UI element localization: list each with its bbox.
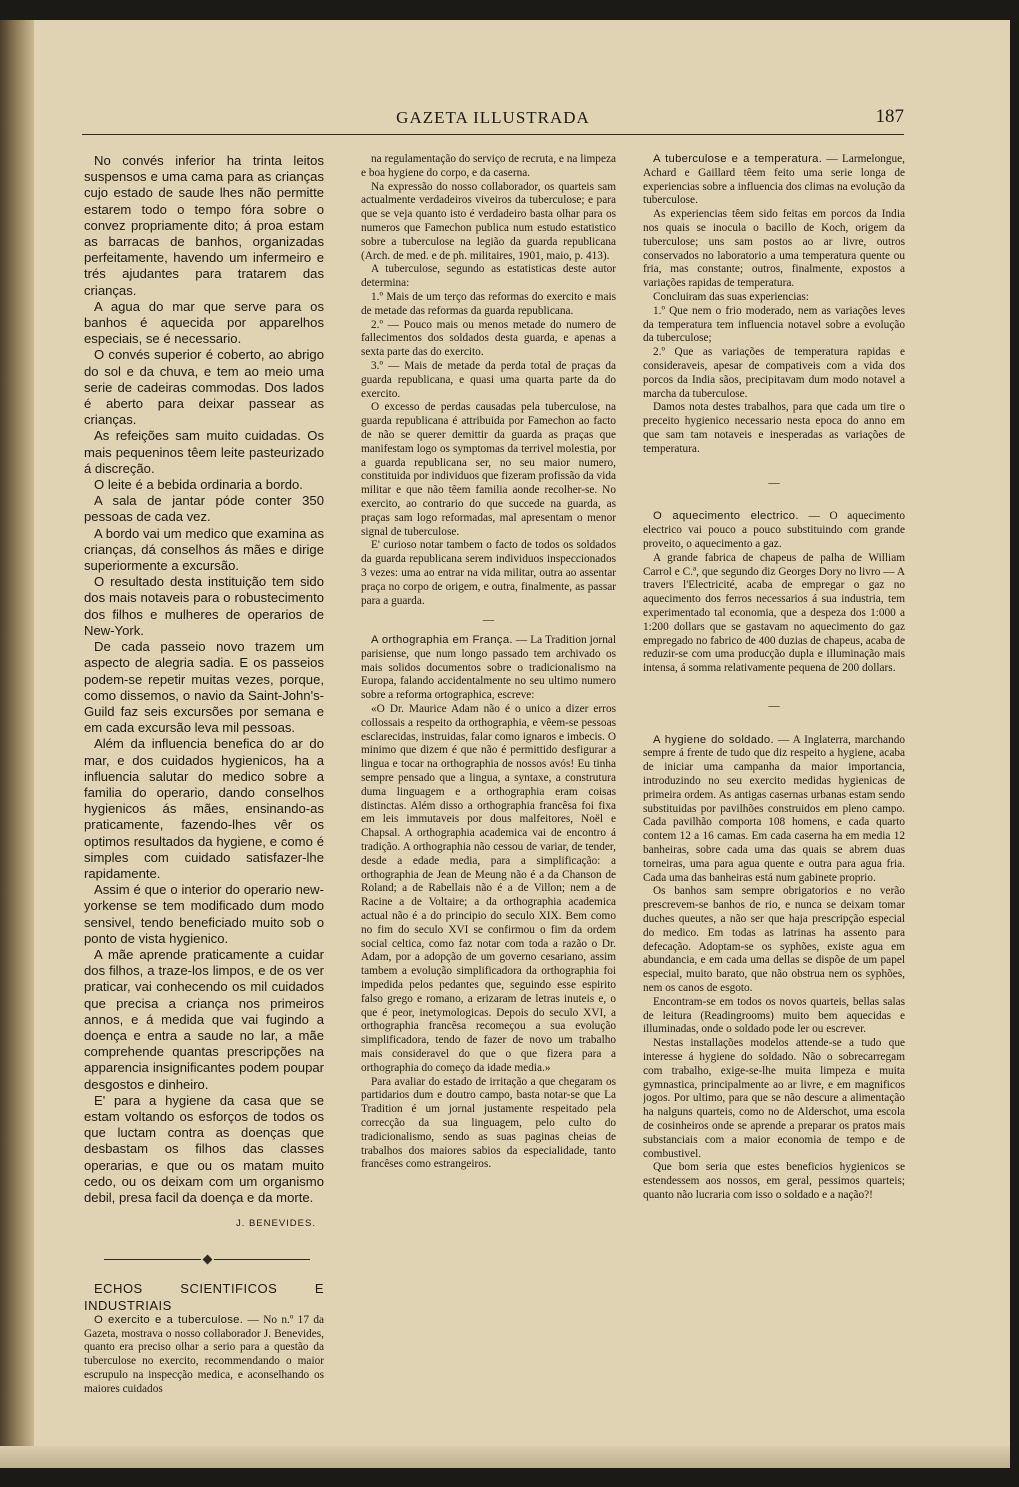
column-middle — [361, 153, 616, 1378]
article-paragraph: «O Dr. Maurice Adam não é o unico a dizer erros collossais a respeito da orthographia, e vêem-se pessoas esclarecidas, instruidas, falar como ignaros e imbecis. O minimo que dizem é que não é permittido desfigurar a lingua e tocar na orthographia de nossos avós! Eu tinha sempre pensado que a lingua, a syntaxe, a construtura duma linguagem e a orthographia eram coisas distinctas. Além disso a orthographia francêsa foi fixa em leis immutaveis por dous malfeitores, Noël e Chapsal. A orthographia academica vai de encontro á tradição. A orthographia não cessou de variar, de tender, desde a edade media, para a simplificação: a orthographia de Jean de Meung não é a da Chanson de Roland; a de Rabellais não é a de Villon; nem a de Racine a de Voltaire; a da orthographia academica actual não é a do principio do seculo XIX. Bem como no fim do seculo XVI se confirmou o fim da ordem social celtica, como faz notar com toda a razão o Dr. Adam, por a adopção de um governo cesariano, assim tambem a evolução simplificadora da orthographia foi impedida pelos pedantes que, seguindo esse espirito falso grego e romano, a erizaram de letras inuteis e, o que é peor, inetymologicas. Depois do seculo XVI, a orthographia francêsa recomeçou a sua evolução simplificadora, tendo de fazer de novo um trabalho mais consideravel do que o que fizera para a orthographia do começo da idade media.» — [361, 703, 616, 1074]
article-paragraph: Para avaliar do estado de irritação a que chegaram os partidarios dum e doutro campo, basta notar-se que La Tradition é um jornal justamente respeitado pela correcção da sua linguagem, pelo culto do tradicionalismo, sendo as suas paginas cheias de trabalhos dos maiores sabios da especialidade, tanto francêses como estrangeiros. — [361, 1075, 616, 1171]
book-spine-shadow — [0, 20, 34, 1468]
article-paragraph: As refeições sam muito cuidadas. Os mais pequeninos têem leite pasteurizado á discreção. — [84, 428, 324, 476]
article-paragraph: 2.º — Pouco mais ou menos metade do numero de fallecimentos dos soldados desta guarda, e apenas a sexta parte das do exercito. — [361, 318, 616, 359]
article-paragraph: Os banhos sam sempre obrigatorios e no verão prescrevem-se banhos de rio, e nunca se deixam tomar duches queutes, a não ser que haja prescripção especial do medico. Em todas as latrinas ha assento para defecação. Adoptam-se os syphões, existe agua em abundancia, e em cada uma dellas se dispõe de um papel especial, muito barato, que não obstrua nem os syphões, nem os canos de esgoto. — [643, 885, 905, 995]
article-paragraph: Encontram-se em todos os novos quarteis, bellas salas de leitura (Readingrooms) muito bem aquecidas e illuminadas, onde o soldado pode ler ou escrever. — [643, 995, 905, 1036]
article-text: — A Inglaterra, marchando sempre á frente de tudo que diz respeito a hygiene, acaba de iniciar uma campanha da maior importancia, introduzindo no seu exercito medidas hygienicas de primeira ordem. As antigas casernas urbanas estam sendo substituidas por pavilhões construidos em pleno campo. Cada pavilhão comporta 108 homens, e cada quarto contem 12 a 16 camas. Em cada caserna ha em media 12 banheiras, sobre cada uma das quais se abrem duas torneiras, uma para agua quente e outra para agua fria. Cada uma das banheiras está num gabinete proprio. — [643, 733, 905, 884]
article-heading: O aquecimento electrico. — [653, 510, 799, 523]
section-title: ECHOS SCIENTIFICOS E INDUSTRIAIS — [84, 1281, 324, 1313]
article-paragraph: O convés superior é coberto, ao abrigo do sol e da chuva, e tem ao meio uma serie de cadeiras commodas. Dos lados é aberto para deixar passear as crianças. — [84, 347, 324, 428]
page-header — [82, 106, 904, 135]
article-text: — Larmelongue, Achard e Gaillard têem feito uma serie longa de experiencias sobre a influencia dos climas na evolução da tuberculose. — [643, 153, 905, 207]
article-paragraph: na regulamentação do serviço de recruta, e na limpeza e boa hygiene do corpo, e da caserna. — [361, 153, 616, 179]
article-paragraph: Na expressão do nosso collaborador, os quarteis sam actualmente verdadeiros viveiros da tuberculose; e para que se veja quanto isto é verdadeiro basta olhar para os numeros que Famechon publica num estudo estatistico sobre a tuberculose na legião da guarda republicana (Arch. de med. e de ph. militaires, 1901, maio, p. 413). — [361, 180, 616, 262]
newspaper-title: GAZETA ILLUSTRADA — [396, 108, 590, 127]
page-bottom-edge — [0, 1446, 1010, 1468]
article-paragraph: O resultado desta instituição tem sido dos mais notaveis para o robustecimento dos filhos e mulheres de operarios de New-York. — [84, 574, 324, 638]
column-right — [643, 153, 905, 1378]
article-paragraph: A bordo vai um medico que examina as crianças, dá conselhos ás mães e dirige superiormente a excursão. — [84, 525, 324, 574]
article-paragraph: Nestas installações modelos attende-se a tudo que interesse á hygiene do soldado. Não o sobrecarregam com trabalho, exige-se-lhe muita limpeza e muita gymnastica, principalmente ao ar livre, e em magnificos jogos. Por ultimo, para que se não descure a alimentação ha nalguns quarteis, como no de Alderschot, uma escola de cosinheiros onde se aprende a preparar os pratos mais substanciais com a maior economia de tempo e de combustivel. — [643, 1037, 905, 1160]
article-separator: — — [482, 614, 495, 627]
article-paragraph: Que bom seria que estes beneficios hygienicos se estendessem aos nossos, em geral, pessimos quarteis; quanto não lucraria com isso o soldado e a nação?! — [643, 1161, 905, 1201]
article-paragraph: As experiencias têem sido feitas em porcos da India nos quais se inocula o bacillo de Koch, origem da tuberculose; uns sam postos ao ar livre, outros conservados no laboratorio a uma temperatura quente ou fria, mas constante; outros, finalmente, expostos a variações rapidas de temperatura. — [643, 208, 905, 290]
article-paragraph: 2.º Que as variações de temperatura rapidas e consideraveis, apesar de compativeis com a vida dos porcos da India sãos, precipitavam dum modo notavel a marcha da tuberculose. — [643, 346, 905, 400]
article-paragraph: A tuberculose, segundo as estatisticas deste autor determina: — [361, 263, 616, 290]
article-separator: — — [768, 699, 780, 712]
article-paragraph: Assim é que o interior do operario new-yorkense se tem modificado dum modo sensivel, tendo beneficiado muito sob o ponto de vista hygienico. — [84, 882, 324, 946]
ornamental-divider — [104, 1256, 310, 1263]
article-paragraph: O excesso de perdas causadas pela tuberculose, na guarda republicana é attribuida por Famechon ao facto de não se querer demittir da guarda as praças que manifestam logo os symptomas da terrivel molestia, por a guarda republicana ser, no seu maior numero, constituida por individuos que fizeram profissão da vida militar e que não têem familia aonde recolher-se. No exercito, ao contrario do que succede na guarda, as praças sam logo reformadas, mal apresentam o menor signal de tuberculose. — [361, 401, 616, 538]
article-paragraph: De cada passeio novo trazem um aspecto de alegria sadia. E os passeios podem-se repetir muitas vezes, porque, como dissemos, o navio da Saint-John's-Guild faz seis excursões por semana e em cada excursão leva mil pessoas. — [84, 639, 324, 736]
article-text: — La Tradition jornal parisiense, que num longo passado tem archivado os mais solidos documentos sobre o tradicionalismo na Europa, falando accidentalmente no seu ultimo numero sobre a reforma ortographica, escreve: — [361, 634, 616, 702]
article-tuberculose-exercito — [84, 1314, 324, 1397]
article-paragraph: 3.º — Mais de metade da perda total de praças da guarda republicana, e quasi uma quarta parte da do exercito. — [361, 359, 616, 400]
article-heading: A tuberculose e a temperatura. — [653, 153, 823, 165]
article-paragraph: Concluiram das suas experiencias: — [653, 290, 809, 303]
article-heading: A hygiene do soldado. — [653, 733, 774, 746]
article-heading: A orthographia em França. — [371, 634, 513, 647]
article-paragraph: No convés inferior ha trinta leitos suspensos e uma cama para as crianças cujo estado de saude lhes não permitte estarem todo o tempo fóra sobre o convez propriamente dito; á proa estam as barracas de banhos, organizadas perfeitamente, havendo um infermeiro e trés ajudantes para tratarem das crianças. — [84, 153, 324, 298]
article-paragraph: E' para a hygiene da casa que se estam voltando os esforços de todos os que luctam contra as doenças que desbastam os filhos das classes operarias, e que ou os matam muito cedo, ou os deixam com um organismo debil, presa facil da doença e da morte. — [84, 1092, 324, 1205]
author-signature: J. BENEVIDES. — [235, 1218, 316, 1230]
page-number: 187 — [875, 106, 904, 127]
article-heading: O exercito e a tuberculose. — [94, 1313, 244, 1326]
article-paragraph: A agua do mar que serve para os banhos é aquecida por apparelhos especiais, se é necessario. — [84, 298, 324, 347]
article-paragraph: A grande fabrica de chapeus de palha de William Carrol e C.ª, que segundo diz Georges Dory no livro — A travers l'Electricité, acaba de empregar o gaz no aquecimento dos ferros necessarios á sua industria, tem experimentado tal economia, que a despeza dos 1:000 a 1:200 dollars que se gastavam no aquecimento do gaz empregado no fabrico de 400 duzias de chapeus, acaba de reduzir-se com uma producção dupla e illuminação mais intensa, á somma relativamente pequena de 200 dollars. — [643, 551, 905, 675]
article-text: — No n.º 17 da Gazeta, mostrava o nosso collaborador J. Benevides, quanto era preciso olhar a serio para a questão da tuberculose no exercito, recommendando o maior escrupulo na inspecção medica, e aconselhando os maiores cuidados — [84, 1313, 324, 1395]
article-paragraph: Damos nota destes trabalhos, para que cada um tire o preceito hygienico necessario nesta epoca do anno em que sam tam notaveis e inesperadas as variações de temperatura. — [643, 401, 905, 455]
article-separator: — — [768, 476, 780, 489]
article-paragraph: 1.º Que nem o frio moderado, nem as variações leves da temperatura tem influencia notavel sobre a evolução da tuberculose; — [643, 304, 905, 345]
article-paragraph: 1.º Mais de um terço das reformas do exercito e mais de metade das reformas da guarda republicana. — [361, 290, 616, 317]
column-left — [84, 153, 324, 1413]
article-paragraph: E' curioso notar tambem o facto de todos os soldados da guarda republicana serem individuos inspeccionados 3 vezes: uma ao entrar na vida militar, outra ao assentar praça no corpo de origem, e outra, finalmente, as passar para a guarda. — [361, 539, 616, 607]
article-paragraph: Além da influencia benefica do ar do mar, e dos cuidados hygienicos, ha a influencia salutar do medico sobre a familia do operario, dando conselhos hygienicos ás mães, ensinando-as praticamente, fazendo-lhes vêr os optimos resultados da hygiene, e como é simples com cuidado satisfazer-lhe rapidamente. — [84, 736, 324, 881]
article-paragraph: A mãe aprende praticamente a cuidar dos filhos, a traze-los limpos, e de os ver praticar, vai conhecendo os mil cuidados que precisa a criança nos primeiros annos, e á medida que vai fugindo a doença e entra a saude no lar, a mãe comprehende quantas prescripções na apparencia insignificantes podem poupar desgostos e dinheiro. — [84, 946, 324, 1092]
article-paragraph: O leite é a bebida ordinaria a bordo. — [94, 477, 303, 493]
newspaper-page — [0, 20, 1010, 1468]
article-text: — O aquecimento electrico vai pouco a pouco substituindo com grande proveito, o aquecimento a gaz. — [643, 510, 905, 550]
article-paragraph: A sala de jantar póde conter 350 pessoas de cada vez. — [84, 493, 324, 525]
